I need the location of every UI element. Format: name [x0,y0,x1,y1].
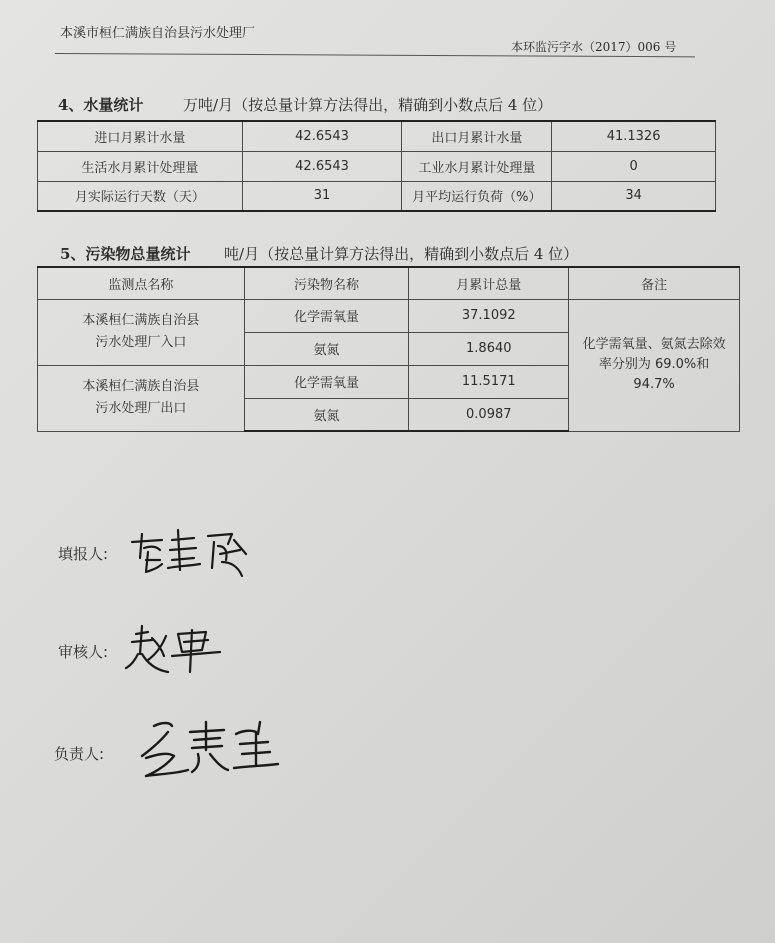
section-4-title: 4、水量统计 [58,96,144,114]
table-cell-value: 42.6543 [242,121,402,151]
header-doc-number: 本环监污字水（2017）006 号 [511,40,677,54]
section-5-unit: 吨/月（按总量计算方法得出，精确到小数点后 4 位） [224,245,579,263]
column-header-total: 月累计总量 [409,267,569,299]
total-cell: 0.0987 [409,398,569,431]
pollutant-cell: 化学需氧量 [244,365,409,398]
table-cell-value: 41.1326 [552,121,716,151]
table-header-row [38,267,740,299]
site-name-line2: 污水处理厂出口 [95,401,187,416]
section-4-unit: 万吨/月（按总量计算方法得出，精确到小数点后 4 位） [183,96,553,114]
total-cell: 11.5171 [409,365,569,398]
pollutant-cell: 化学需氧量 [244,299,409,332]
reviewer-signature [122,620,232,680]
reviewer-label: 审核人: [58,643,109,661]
table-cell-value: 0 [552,151,716,181]
responsible-label: 负责人: [54,745,105,763]
table-cell-label: 生活水月累计处理量 [38,151,243,181]
remark-cell: 化学需氧量、氨氮去除效率分别为 69.0%和 94.7% [569,299,740,431]
total-cell: 1.8640 [409,332,569,365]
pollutant-cell: 氨氮 [244,398,409,431]
section-5-heading [60,243,578,264]
table-cell-value: 42.6543 [242,151,402,181]
column-header-site: 监测点名称 [38,267,245,299]
table-cell-label: 进口月累计水量 [38,121,243,151]
table-row [38,181,716,211]
site-cell-outlet [38,365,245,431]
table-cell-label: 出口月累计水量 [402,121,552,151]
pollutant-cell: 氨氮 [244,332,409,365]
table-cell-value: 31 [242,181,402,211]
table-row [38,299,740,332]
table-cell-label: 月平均运行负荷（%） [402,181,552,211]
section-5-title: 5、污染物总量统计 [60,245,191,263]
water-volume-table [37,120,716,212]
responsible-signature [128,710,288,790]
site-name-line1: 本溪桓仁满族自治县 [82,313,200,328]
filler-label: 填报人: [58,545,109,563]
pollutant-table [37,266,740,432]
table-cell-label: 工业水月累计处理量 [402,151,552,181]
site-name-line1: 本溪桓仁满族自治县 [82,379,200,394]
site-cell-inlet [38,299,245,365]
table-cell-value: 34 [552,181,716,211]
site-name-line2: 污水处理厂入口 [95,335,187,350]
column-header-pollutant: 污染物名称 [244,267,409,299]
table-row [38,121,716,151]
column-header-remark: 备注 [569,267,740,299]
filler-signature [122,520,262,590]
total-cell: 37.1092 [409,299,569,332]
table-row [38,151,716,181]
section-4-heading [58,94,552,115]
header-org: 本溪市桓仁满族自治县污水处理厂 [60,26,256,41]
table-cell-label: 月实际运行天数（天） [38,181,243,211]
